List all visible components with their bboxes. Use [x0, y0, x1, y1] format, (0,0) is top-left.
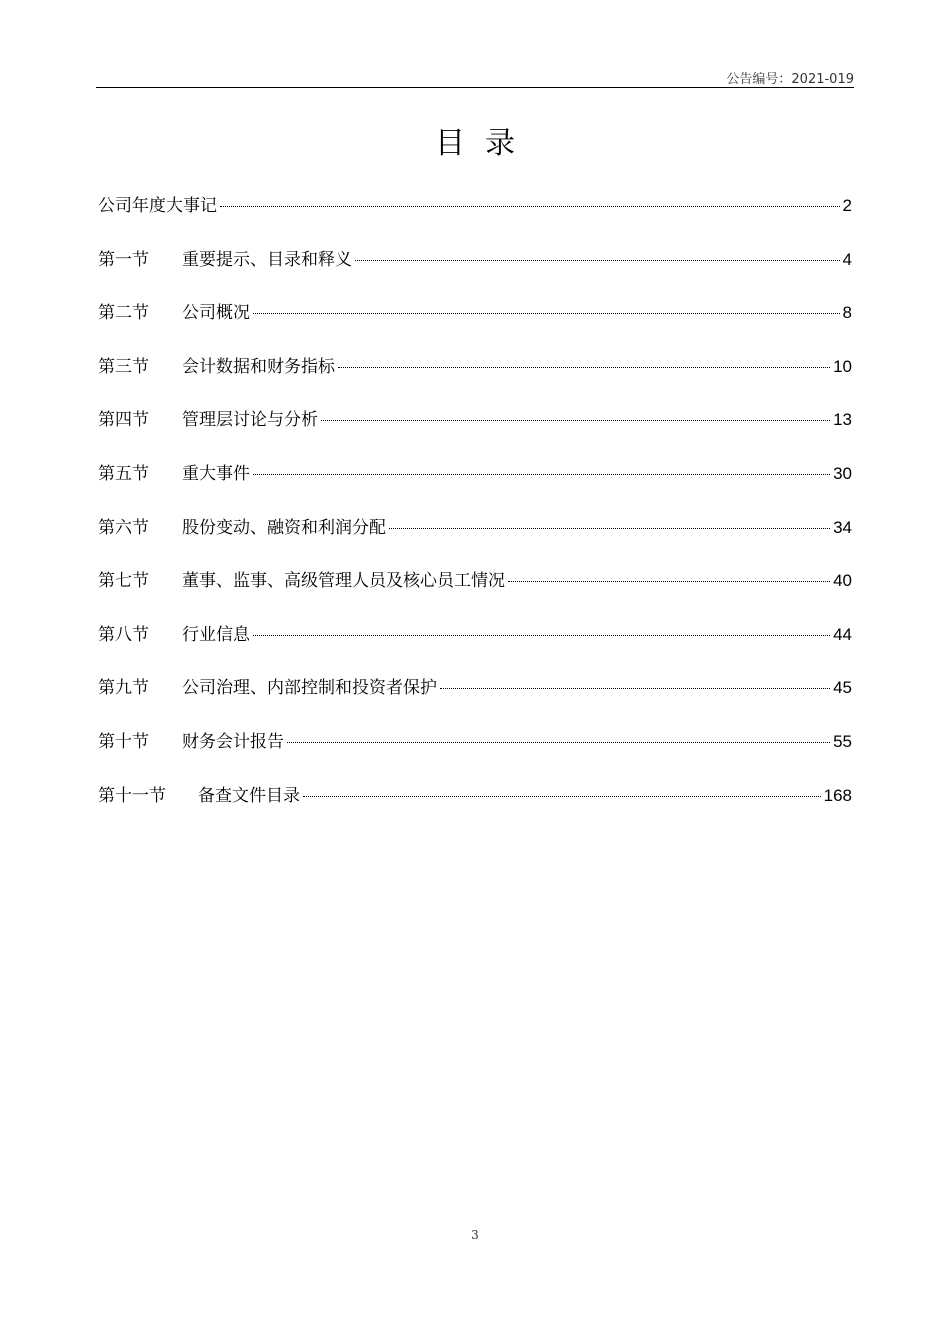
toc-leader: [321, 420, 830, 421]
toc-entry-section-2[interactable]: [98, 299, 852, 353]
toc-label: 重大事件: [182, 463, 250, 484]
toc-leader: [287, 742, 830, 743]
toc-entry-section-8[interactable]: [98, 621, 852, 675]
toc-section-number: 第六节: [98, 517, 149, 538]
toc-section-number: 第三节: [98, 356, 149, 377]
toc-leader: [253, 635, 830, 636]
toc-entry-section-1[interactable]: [98, 246, 852, 300]
toc-leader: [253, 313, 840, 314]
page-number: 3: [471, 1228, 479, 1242]
toc-leader: [220, 206, 840, 207]
header-divider: [96, 87, 854, 88]
toc-entry-section-10[interactable]: [98, 728, 852, 782]
toc-label: 备查文件目录: [198, 785, 300, 806]
toc-page-number: 55: [833, 731, 852, 751]
announcement-number: 公告编号：2021-019: [726, 72, 854, 87]
toc-page-number: 13: [833, 410, 852, 430]
toc-section-number: 第十节: [98, 731, 149, 752]
toc-leader: [253, 474, 830, 475]
toc-page-number: 30: [833, 463, 852, 483]
toc-section-number: 第四节: [98, 410, 149, 431]
toc-page-number: 168: [823, 785, 852, 805]
toc-label: 管理层讨论与分析: [182, 410, 318, 431]
toc-section-number: 第八节: [98, 624, 149, 645]
toc-section-number: 第七节: [98, 571, 149, 592]
toc-section-number: 第五节: [98, 463, 149, 484]
toc-entry-section-7[interactable]: [98, 567, 852, 621]
toc-page-number: 34: [833, 517, 852, 537]
toc-page-number: 2: [842, 196, 852, 215]
toc-label: 行业信息: [182, 624, 250, 645]
toc-entry-section-9[interactable]: [98, 674, 852, 728]
toc-page-number: 8: [842, 303, 852, 323]
toc-leader: [508, 581, 830, 582]
toc-entry-section-11[interactable]: [98, 782, 852, 836]
toc-leader: [303, 796, 821, 797]
toc-label: 会计数据和财务指标: [182, 356, 335, 377]
toc-label: 财务会计报告: [182, 731, 284, 752]
toc-leader: [355, 260, 840, 261]
toc-page-number: 45: [833, 678, 852, 698]
toc-label: 公司概况: [182, 303, 250, 324]
toc-page-number: 4: [842, 249, 852, 269]
toc-label: 公司治理、内部控制和投资者保护: [182, 678, 437, 699]
toc-label: 重要提示、目录和释义: [182, 249, 352, 270]
table-of-contents: [98, 192, 852, 835]
toc-section-number: 第十一节: [98, 785, 166, 806]
toc-page-number: 40: [833, 571, 852, 591]
toc-label: 董事、监事、高级管理人员及核心员工情况: [182, 571, 505, 592]
toc-section-number: 第一节: [98, 249, 149, 270]
toc-label: 公司年度大事记: [98, 196, 217, 216]
toc-entry-events[interactable]: [98, 192, 852, 246]
toc-entry-section-3[interactable]: [98, 353, 852, 407]
toc-page-number: 44: [833, 624, 852, 644]
toc-leader: [440, 688, 830, 689]
toc-section-number: 第九节: [98, 678, 149, 699]
toc-entry-section-4[interactable]: [98, 406, 852, 460]
toc-leader: [389, 528, 830, 529]
toc-entry-section-6[interactable]: [98, 514, 852, 568]
toc-page-number: 10: [833, 356, 852, 376]
toc-label: 股份变动、融资和利润分配: [182, 517, 386, 538]
toc-entry-section-5[interactable]: [98, 460, 852, 514]
toc-section-number: 第二节: [98, 303, 149, 324]
page-title: 目录: [435, 126, 535, 161]
toc-leader: [338, 367, 830, 368]
